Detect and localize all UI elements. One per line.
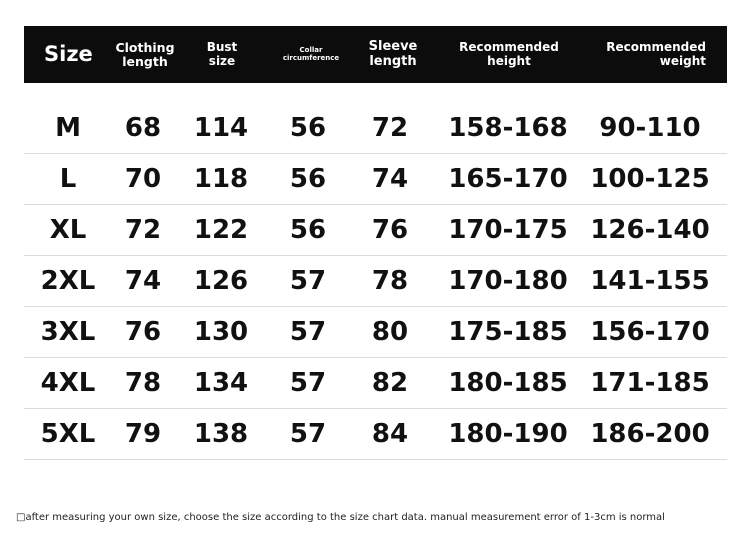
cell-sleeve-length: 76	[371, 215, 409, 245]
cell-collar: 57	[289, 266, 327, 296]
cell-bust-size: 138	[193, 419, 249, 449]
header-sleeve-length-line1: Sleeve	[368, 39, 418, 55]
cell-collar: 56	[289, 215, 327, 245]
table-row	[24, 256, 727, 307]
cell-recommended-height: 175-185	[448, 317, 568, 347]
header-collar-circumference	[280, 26, 342, 83]
table-row	[24, 409, 727, 460]
cell-recommended-weight: 186-200	[590, 419, 710, 449]
header-bust-size-line1: Bust	[206, 40, 238, 55]
cell-size: 2XL	[40, 266, 96, 296]
header-recommended-weight-line1: Recommended	[606, 40, 706, 55]
cell-clothing-length: 78	[124, 368, 162, 398]
header-clothing-length-line1: Clothing	[115, 39, 175, 55]
header-size-label: Size	[44, 41, 93, 66]
cell-size: 5XL	[40, 419, 96, 449]
table-row	[24, 103, 727, 154]
cell-recommended-height: 170-180	[448, 266, 568, 296]
cell-sleeve-length: 80	[371, 317, 409, 347]
header-clothing-length-line2: length	[122, 53, 168, 69]
cell-sleeve-length: 74	[371, 164, 409, 194]
cell-clothing-length: 74	[124, 266, 162, 296]
header-recommended-weight-line2: weight	[659, 53, 706, 68]
cell-size: L	[59, 164, 77, 194]
header-recommended-height-line2: height	[487, 53, 531, 68]
cell-size: XL	[49, 215, 87, 245]
cell-sleeve-length: 78	[371, 266, 409, 296]
table-row	[24, 358, 727, 409]
cell-recommended-weight: 90-110	[599, 113, 701, 143]
cell-recommended-weight: 100-125	[590, 164, 710, 194]
header-sleeve-length	[358, 26, 428, 83]
header-recommended-height	[454, 26, 564, 83]
header-collar-line1: Collar	[299, 45, 323, 54]
header-size	[44, 26, 93, 83]
cell-recommended-weight: 126-140	[590, 215, 710, 245]
table-row	[24, 205, 727, 256]
size-chart-rows	[24, 103, 727, 460]
cell-bust-size: 118	[193, 164, 249, 194]
cell-recommended-height: 165-170	[448, 164, 568, 194]
header-clothing-length	[110, 26, 180, 83]
cell-collar: 57	[289, 419, 327, 449]
cell-sleeve-length: 72	[371, 113, 409, 143]
cell-recommended-height: 170-175	[448, 215, 568, 245]
cell-sleeve-length: 84	[371, 419, 409, 449]
cell-bust-size: 122	[193, 215, 249, 245]
header-bust-size-line2: size	[208, 53, 236, 68]
cell-clothing-length: 79	[124, 419, 162, 449]
cell-recommended-weight: 141-155	[590, 266, 710, 296]
header-collar-line2: circumference	[282, 53, 340, 62]
cell-sleeve-length: 82	[371, 368, 409, 398]
cell-recommended-height: 180-190	[448, 419, 568, 449]
cell-bust-size: 126	[193, 266, 249, 296]
cell-collar: 56	[289, 113, 327, 143]
header-recommended-weight	[594, 26, 714, 83]
cell-clothing-length: 72	[124, 215, 162, 245]
table-row	[24, 154, 727, 205]
size-chart-header	[24, 26, 727, 83]
cell-recommended-height: 180-185	[448, 368, 568, 398]
cell-size: 4XL	[40, 368, 96, 398]
cell-size: 3XL	[40, 317, 96, 347]
cell-bust-size: 130	[193, 317, 249, 347]
cell-clothing-length: 70	[124, 164, 162, 194]
header-recommended-height-line1: Recommended	[459, 40, 559, 55]
cell-clothing-length: 68	[124, 113, 162, 143]
cell-recommended-weight: 171-185	[590, 368, 710, 398]
header-sleeve-length-line2: length	[369, 53, 417, 69]
table-row	[24, 307, 727, 358]
cell-collar: 56	[289, 164, 327, 194]
cell-bust-size: 114	[193, 113, 249, 143]
cell-recommended-weight: 156-170	[590, 317, 710, 347]
measurement-note: □after measuring your own size, choose the size according to the size chart data. manual measurement error of 1-3cm is normal	[16, 512, 665, 523]
header-bust-size	[194, 26, 250, 83]
cell-size: M	[55, 113, 81, 143]
cell-clothing-length: 76	[124, 317, 162, 347]
cell-collar: 57	[289, 368, 327, 398]
cell-bust-size: 134	[193, 368, 249, 398]
cell-collar: 57	[289, 317, 327, 347]
cell-recommended-height: 158-168	[448, 113, 568, 143]
